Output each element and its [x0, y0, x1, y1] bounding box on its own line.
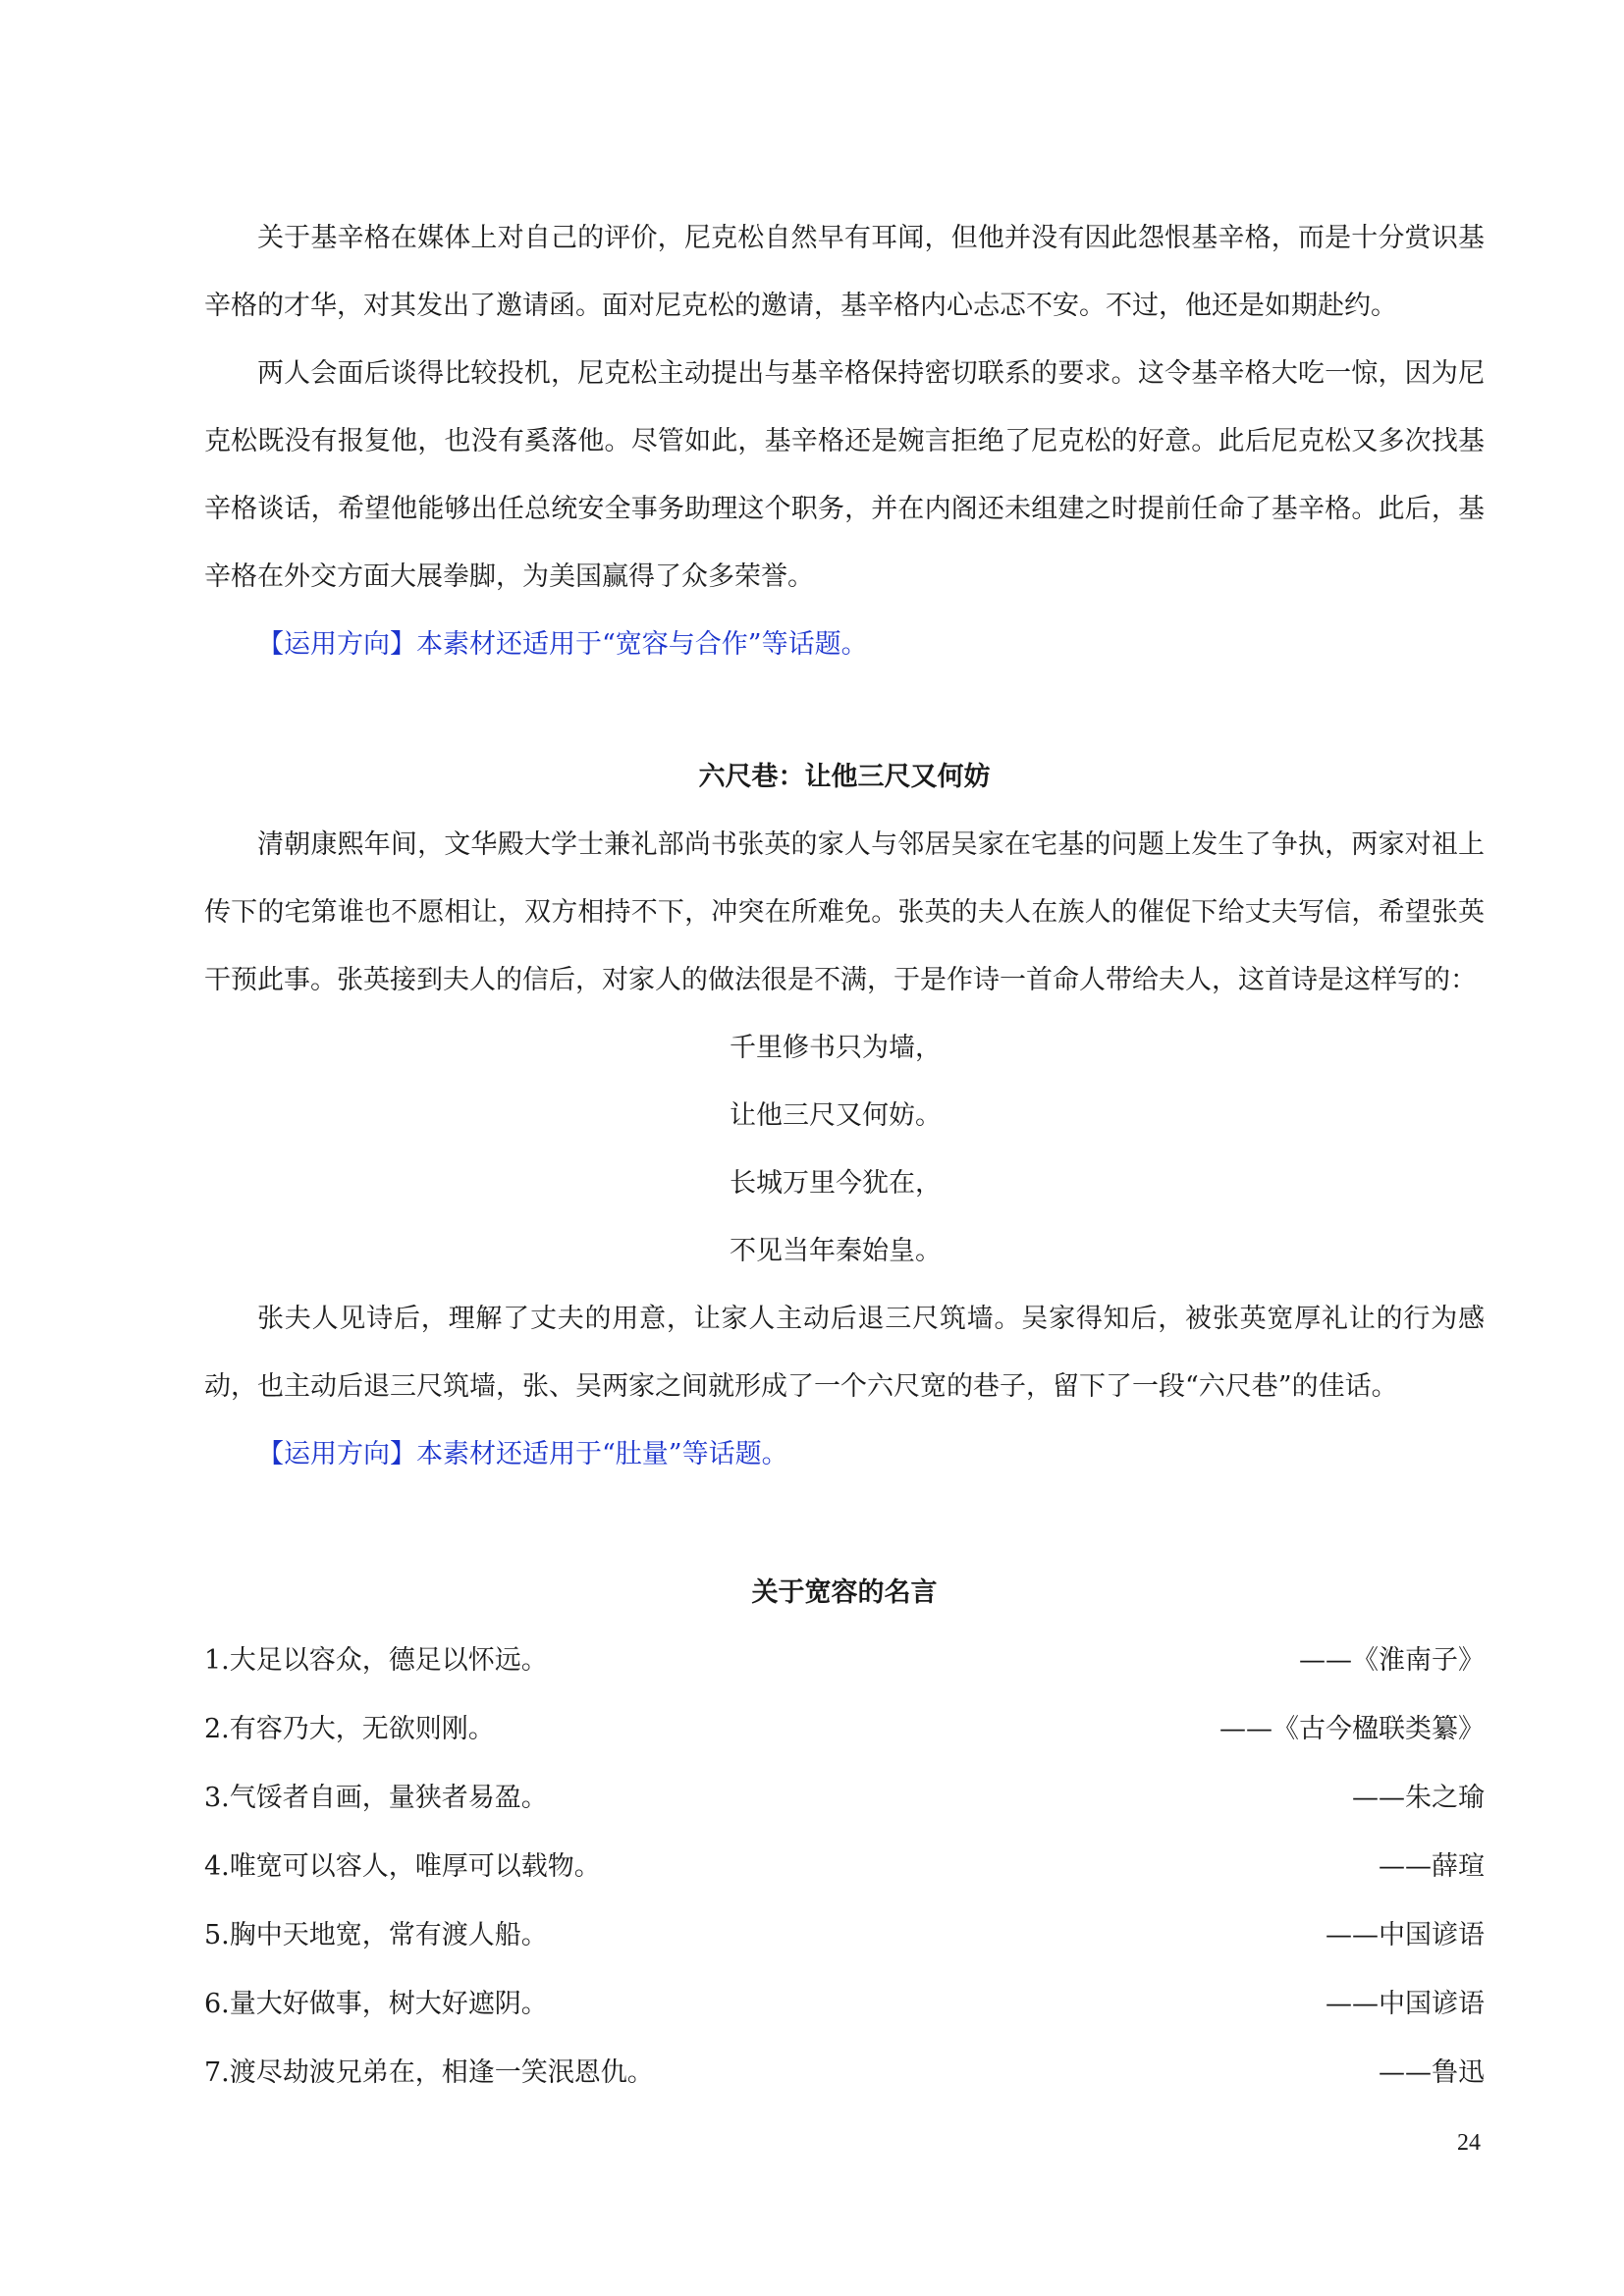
quote-source: ——薛瑄 — [1379, 1851, 1485, 1882]
spacer — [204, 678, 1485, 743]
paragraph: 关于基辛格在媒体上对自己的评价，尼克松自然早有耳闻，但他并没有因此怨恨基辛格，而是十分赏识基辛格的才华，对其发出了邀请函。面对尼克松的邀请，基辛格内心忐忑不安。不过，他还是如期赴约。 — [204, 223, 1485, 321]
quote-text: 5.胸中天地宽，常有渡人船。 — [204, 1920, 548, 1950]
quote-source: ——朱之瑜 — [1352, 1783, 1485, 1813]
quote-list — [204, 1627, 1485, 2108]
quote-text: 2.有容乃大，无欲则刚。 — [204, 1714, 495, 1744]
quote-row — [204, 1695, 1485, 1764]
quote-text: 7.渡尽劫波兄弟在，相逢一笑泯恩仇。 — [204, 2057, 654, 2088]
quote-source: ——中国谚语 — [1326, 1989, 1485, 2019]
poem — [204, 1014, 1485, 1285]
quote-row — [204, 1764, 1485, 1833]
quote-source: ——中国谚语 — [1326, 1920, 1485, 1950]
spacer — [204, 1488, 1485, 1559]
poem-line: 千里修书只为墙， — [730, 1033, 942, 1063]
quote-text: 3.气馁者自画，量狭者易盈。 — [204, 1783, 548, 1813]
quote-source: ——鲁迅 — [1379, 2057, 1485, 2088]
usage-note: 【运用方向】本素材还适用于“肚量”等话题。 — [257, 1439, 788, 1469]
page-number: 24 — [1457, 2130, 1481, 2156]
page-content — [204, 204, 1485, 2108]
quote-row — [204, 1901, 1485, 1970]
quote-source: ——《古今楹联类纂》 — [1219, 1714, 1485, 1744]
quote-row — [204, 1833, 1485, 1901]
section-title: 关于宽容的名言 — [751, 1577, 938, 1608]
quote-text: 4.唯宽可以容人，唯厚可以载物。 — [204, 1851, 601, 1882]
quote-row — [204, 2039, 1485, 2108]
quote-text: 6.量大好做事，树大好遮阴。 — [204, 1989, 548, 2019]
quote-source: ——《淮南子》 — [1299, 1645, 1485, 1676]
quote-row — [204, 1970, 1485, 2039]
paragraph: 清朝康熙年间，文华殿大学士兼礼部尚书张英的家人与邻居吴家在宅基的问题上发生了争执，两家对祖上传下的宅第谁也不愿相让，双方相持不下，冲突在所难免。张英的夫人在族人的催促下给丈夫写信，希望张英干预此事。张英接到夫人的信后，对家人的做法很是不满，于是作诗一首命人带给夫人，这首诗是这样写的： — [204, 829, 1485, 995]
poem-line: 长城万里今犹在， — [730, 1168, 942, 1199]
quote-row — [204, 1627, 1485, 1695]
usage-note: 【运用方向】本素材还适用于“宽容与合作”等话题。 — [257, 629, 868, 660]
paragraph: 两人会面后谈得比较投机，尼克松主动提出与基辛格保持密切联系的要求。这令基辛格大吃一惊，因为尼克松既没有报复他，也没有奚落他。尽管如此，基辛格还是婉言拒绝了尼克松的好意。此后尼克松又多次找基辛格谈话，希望他能够出任总统安全事务助理这个职务，并在内阁还未组建之时提前任命了基辛格。此后，基辛格在外交方面大展拳脚，为美国赢得了众多荣誉。 — [204, 358, 1485, 592]
paragraph: 张夫人见诗后，理解了丈夫的用意，让家人主动后退三尺筑墙。吴家得知后，被张英宽厚礼让的行为感动，也主动后退三尺筑墙，张、吴两家之间就形成了一个六尺宽的巷子，留下了一段“六尺巷”的佳话。 — [204, 1304, 1485, 1402]
quote-text: 1.大足以容众，德足以怀远。 — [204, 1645, 548, 1676]
poem-line: 不见当年秦始皇。 — [730, 1236, 942, 1266]
section-title: 六尺巷：让他三尺又何妨 — [698, 762, 991, 792]
poem-line: 让他三尺又何妨。 — [730, 1100, 942, 1131]
